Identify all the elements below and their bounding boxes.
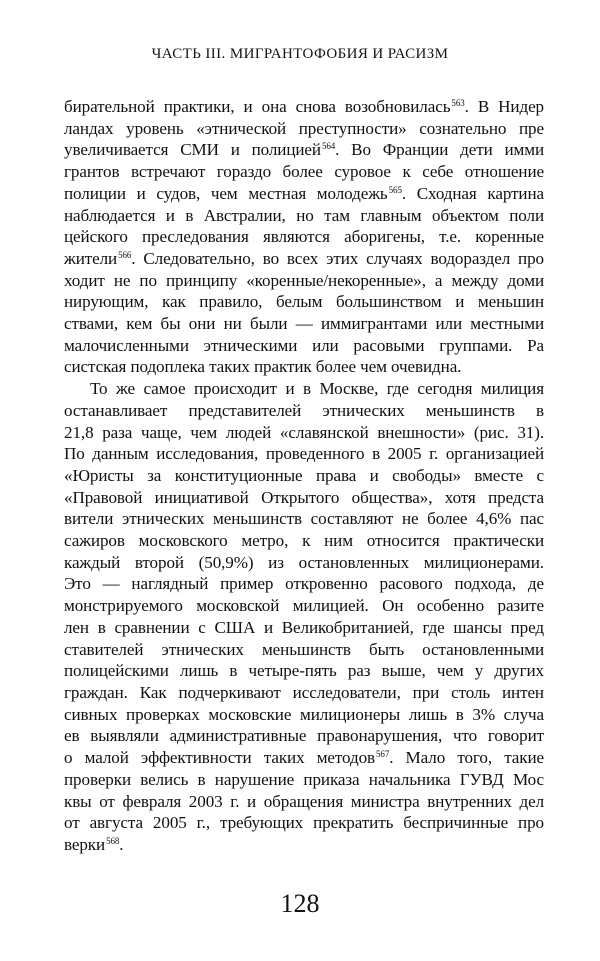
page-number: 128 — [280, 889, 320, 918]
text-segment: полиции и судов, чем местная молодежь — [64, 183, 388, 203]
text-line — [64, 812, 544, 834]
text-segment: верки — [64, 834, 106, 854]
text-segment: ходит не по принципу «коренные/некоренные», а между доми — [64, 270, 544, 290]
text-segment: монстрируемого московской милицией. Он особенно разите — [64, 596, 544, 616]
text-line — [64, 161, 544, 183]
text-line — [64, 530, 544, 552]
text-line — [64, 443, 544, 465]
footnote-marker: 564 — [321, 141, 336, 152]
text-segment: По данным исследования, проведенного в 2005 г. организацией — [64, 444, 544, 464]
text-segment: То же самое происходит и в Москве, где сегодня милиция — [90, 379, 544, 399]
text-line — [64, 465, 544, 487]
text-segment: ландах уровень «этнической преступности» сознательно пре — [64, 118, 544, 138]
text-segment: лен в сравнении с США и Великобританией, где шансы пред — [64, 617, 544, 637]
text-line — [64, 313, 544, 335]
text-segment: грантов встречают гораздо более суровое к себе отношение — [64, 162, 544, 182]
text-segment: «Юристы за конституционные права и свободы» вместе с — [64, 465, 544, 485]
text-segment: увеличивается СМИ и полицией — [64, 140, 321, 160]
text-segment: квы от февраля 2003 г. и обращения министра внутренних дел — [64, 791, 544, 811]
text-segment: сивных проверках московские милиционеры лишь в 3% случа — [64, 704, 544, 724]
text-segment: проверки велись в нарушение приказа начальника ГУВД Мос — [64, 769, 544, 789]
footnote-marker: 565 — [388, 184, 402, 195]
text-line — [64, 487, 544, 509]
text-segment: . — [119, 834, 124, 854]
text-line — [64, 139, 544, 161]
text-line — [64, 335, 544, 357]
text-segment: ствами, кем бы они ни были — иммигрантами или местными — [64, 314, 544, 334]
footnote-marker: 568 — [106, 835, 120, 846]
text-line — [64, 639, 544, 661]
text-line — [64, 400, 544, 422]
text-line — [64, 422, 544, 444]
text-line — [64, 769, 544, 791]
text-segment: Это — наглядный пример откровенно расового подхода, де — [64, 574, 544, 594]
text-line — [64, 356, 544, 378]
text-segment: . Мало того, такие — [389, 748, 544, 768]
footnote-marker: 563 — [451, 98, 465, 108]
text-segment: цейского преследования являются аборигены, т.е. коренные — [64, 227, 544, 247]
text-segment: жители — [64, 248, 118, 268]
text-line — [64, 834, 544, 856]
text-segment: от августа 2005 г., требующих прекратить беспричинные про — [64, 813, 544, 833]
text-line — [64, 183, 544, 205]
text-segment: ев выявляли административные правонарушения, что говорит — [64, 726, 544, 746]
text-line — [64, 270, 544, 292]
text-line — [64, 291, 544, 313]
text-line — [64, 248, 544, 270]
text-segment: . Во Франции дети имми — [335, 140, 545, 160]
text-line — [64, 791, 544, 813]
running-head: ЧАСТЬ III. МИГРАНТОФОБИЯ И РАСИЗМ — [151, 46, 449, 62]
text-segment: полицейскими лишь в четыре-пять раз выше, чем у других — [64, 661, 544, 681]
text-line — [64, 660, 544, 682]
text-segment: наблюдается и в Австралии, но там главным объектом поли — [64, 205, 544, 225]
body-text — [64, 96, 544, 856]
text-line — [64, 725, 544, 747]
text-segment: . В Нидер — [464, 97, 544, 116]
text-segment: граждан. Как подчеркивают исследователи, при столь интен — [64, 682, 544, 702]
text-segment: систская подоплека таких практик более чем очевидна. — [64, 357, 462, 377]
text-line — [64, 682, 544, 704]
text-line — [64, 552, 544, 574]
text-segment: о малой эффективности таких методов — [64, 748, 376, 768]
text-segment: останавливает представителей этнических меньшинств в — [64, 400, 544, 420]
text-segment: сажиров московского метро, к ним относится практически — [64, 531, 544, 551]
text-segment: ставителей этнических меньшинств быть остановленными — [64, 639, 544, 659]
text-line — [64, 704, 544, 726]
text-line — [64, 595, 544, 617]
text-segment: «Правовой инициативой Открытого общества», хотя предста — [64, 487, 544, 507]
footnote-marker: 567 — [376, 749, 390, 760]
text-line — [64, 118, 544, 140]
text-line — [64, 226, 544, 248]
text-segment: . Сходная картина — [401, 183, 544, 203]
text-segment: вители этнических меньшинств составляют не более 4,6% пас — [64, 509, 544, 529]
text-line — [64, 747, 544, 769]
text-segment: каждый второй (50,9%) из остановленных милиционерами. — [64, 552, 544, 572]
text-segment: нирующим, как правило, белым большинством и меньшин — [64, 292, 544, 312]
text-segment: . Следовательно, во всех этих случаях водораздел про — [131, 248, 544, 268]
text-line — [64, 96, 544, 118]
footnote-marker: 566 — [118, 249, 132, 260]
text-line — [64, 378, 544, 400]
text-segment: 21,8 раза чаще, чем людей «славянской внешности» (рис. 31). — [64, 422, 544, 442]
text-segment: малочисленными этническими или расовыми группами. Ра — [64, 335, 544, 355]
text-line — [64, 617, 544, 639]
text-line — [64, 205, 544, 227]
text-line — [64, 573, 544, 595]
text-segment: бирательной практики, и она снова возобновилась — [64, 97, 451, 116]
text-line — [64, 508, 544, 530]
